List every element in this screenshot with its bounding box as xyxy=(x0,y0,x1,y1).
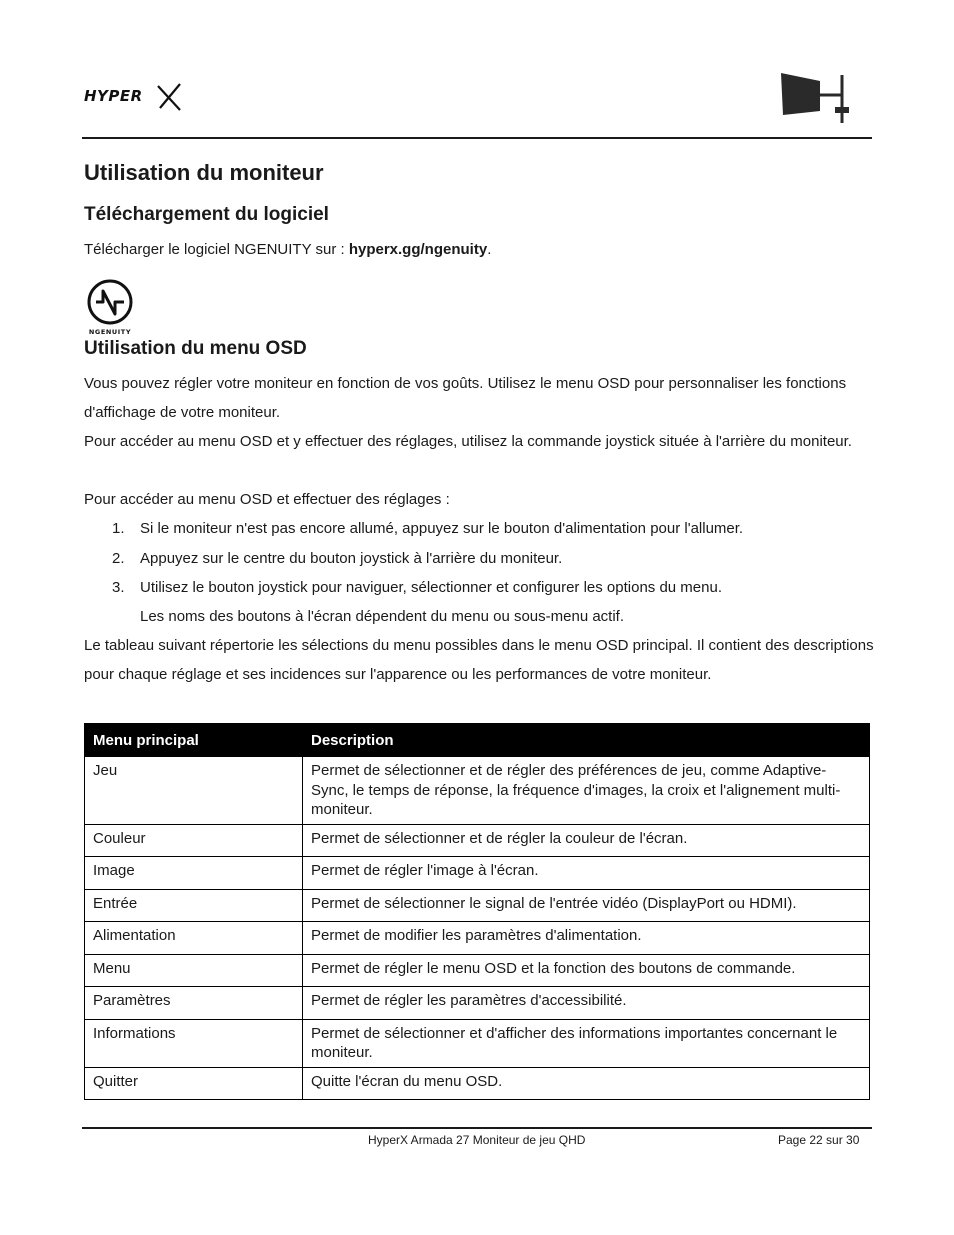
step-note: Les noms des boutons à l'écran dépendent du menu ou sous-menu actif. xyxy=(140,608,625,625)
description-cell: Permet de sélectionner et d'afficher des informations importantes concernant le moniteur. xyxy=(303,1019,870,1067)
list-item xyxy=(84,544,874,574)
steps-list xyxy=(84,514,874,603)
step-text: Appuyez sur le centre du bouton joystick à l'arrière du moniteur. xyxy=(140,549,563,567)
table-row xyxy=(85,1067,870,1100)
list-item xyxy=(84,573,874,603)
menu-cell: Entrée xyxy=(85,889,303,922)
table-row xyxy=(85,954,870,987)
download-heading: Téléchargement du logiciel xyxy=(84,204,329,225)
step-number: 3. xyxy=(112,579,125,596)
menu-cell: Image xyxy=(85,857,303,890)
ngenuity-logo xyxy=(84,278,136,338)
list-item xyxy=(84,514,874,544)
table-row xyxy=(85,1019,870,1067)
table-row xyxy=(85,824,870,857)
table-row xyxy=(85,889,870,922)
osd-access: Pour accéder au menu OSD et y effectuer des réglages, utilisez la commande joystick située à l'arrière du moniteur. xyxy=(84,433,852,450)
menu-cell: Alimentation xyxy=(85,922,303,955)
description-cell: Permet de régler le menu OSD et la fonction des boutons de commande. xyxy=(303,954,870,987)
menu-cell: Couleur xyxy=(85,824,303,857)
description-cell: Permet de modifier les paramètres d'alimentation. xyxy=(303,922,870,955)
monitor-arm-icon xyxy=(778,71,852,125)
footer-rule xyxy=(82,1127,872,1129)
ngenuity-link[interactable]: hyperx.gg/ngenuity xyxy=(348,241,488,258)
description-cell: Permet de régler l'image à l'écran. xyxy=(303,857,870,890)
description-cell: Permet de sélectionner et de régler la couleur de l'écran. xyxy=(303,824,870,857)
description-cell: Permet de sélectionner le signal de l'entrée vidéo (DisplayPort ou HDMI). xyxy=(303,889,870,922)
steps-intro: Pour accéder au menu OSD et effectuer des réglages : xyxy=(84,491,450,508)
description-cell: Permet de régler les paramètres d'accessibilité. xyxy=(303,987,870,1020)
menu-cell: Quitter xyxy=(85,1067,303,1100)
ngenuity-logo-label: NGENUITY xyxy=(88,328,132,336)
description-cell: Permet de sélectionner et de régler des préférences de jeu, comme Adaptive-Sync, le temps de réponse, la fréquence d'images, la croix et l'alignement multi-moniteur. xyxy=(303,757,870,825)
table-header-menu: Menu principal xyxy=(85,724,303,757)
hyperx-logo xyxy=(84,80,184,112)
description-cell: Quitte l'écran du menu OSD. xyxy=(303,1067,870,1100)
menu-cell: Menu xyxy=(85,954,303,987)
download-paragraph xyxy=(84,235,874,264)
svg-text:HYPER: HYPER xyxy=(84,87,143,105)
table-row xyxy=(85,922,870,955)
step-number: 1. xyxy=(112,520,125,537)
table-row xyxy=(85,857,870,890)
footer-title: HyperX Armada 27 Moniteur de jeu QHD xyxy=(368,1133,586,1147)
table-intro: Le tableau suivant répertorie les sélections du menu possibles dans le menu OSD principal. Il contient des descriptions pour chaque réglage et ses incidences sur l'apparence ou les performances de votre moniteur. xyxy=(84,637,874,683)
step-text: Si le moniteur n'est pas encore allumé, appuyez sur le bouton d'alimentation pour l'allumer. xyxy=(140,520,744,537)
page-title: Utilisation du moniteur xyxy=(84,160,324,185)
osd-intro: Vous pouvez régler votre moniteur en fonction de vos goûts. Utilisez le menu OSD pour personnaliser les fonctions d'affichage de votre moniteur. xyxy=(84,375,847,421)
osd-heading: Utilisation du menu OSD xyxy=(84,338,307,359)
table-row xyxy=(85,987,870,1020)
table-header-row xyxy=(85,724,870,757)
download-end: . xyxy=(487,241,492,258)
header-rule xyxy=(82,137,872,139)
download-text: Télécharger le logiciel NGENUITY sur : xyxy=(84,241,349,258)
table-header-description: Description xyxy=(303,724,870,757)
step-text: Utilisez le bouton joystick pour naviguer, sélectionner et configurer les options du menu. xyxy=(140,579,722,596)
osd-menu-table xyxy=(84,723,870,1100)
menu-cell: Jeu xyxy=(85,757,303,825)
page-number: Page 22 sur 30 xyxy=(778,1133,860,1147)
table-row xyxy=(85,757,870,825)
step-number: 2. xyxy=(112,549,125,567)
menu-cell: Paramètres xyxy=(85,987,303,1020)
menu-cell: Informations xyxy=(85,1019,303,1067)
